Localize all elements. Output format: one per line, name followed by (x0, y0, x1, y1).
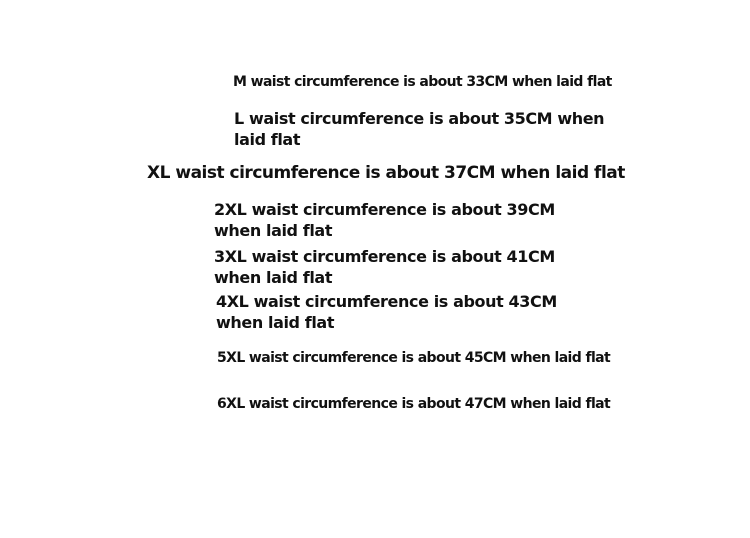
size-line-2xl: 2XL waist circumference is about 39CM when laid flat (214, 200, 555, 240)
size-line-5xl: 5XL waist circumference is about 45CM when laid flat (217, 350, 611, 366)
size-line-m: M waist circumference is about 33CM when laid flat (233, 74, 612, 90)
size-line-xl: XL waist circumference is about 37CM when laid flat (147, 163, 625, 183)
size-line-3xl: 3XL waist circumference is about 41CM when laid flat (214, 247, 555, 287)
size-line-4xl: 4XL waist circumference is about 43CM when laid flat (216, 292, 557, 332)
size-line-l: L waist circumference is about 35CM when laid flat (234, 109, 605, 149)
size-line-6xl: 6XL waist circumference is about 47CM when laid flat (217, 396, 611, 412)
